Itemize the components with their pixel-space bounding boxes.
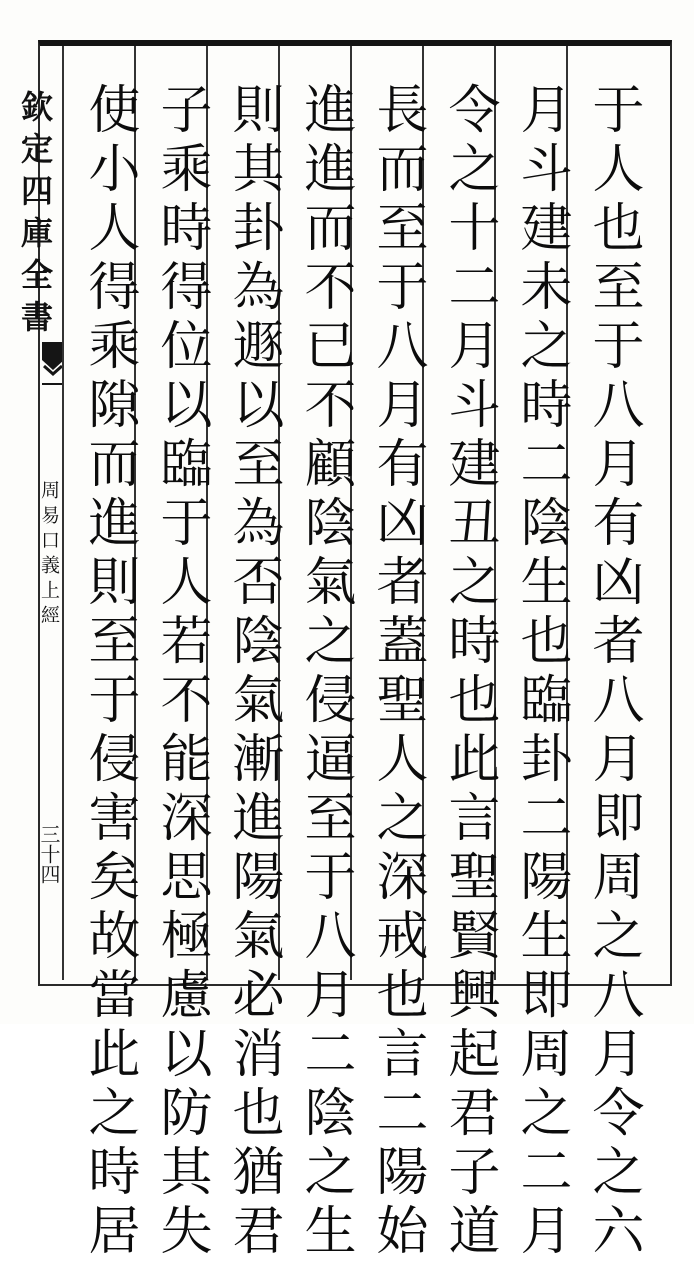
column-rule — [62, 46, 64, 980]
text-column-7: 子乘時得位以臨于人若不能深思極慮以防其失 — [151, 82, 211, 1262]
text-column-1: 于人也至于八月有凶者八月即周之八月令之六 — [583, 82, 643, 1262]
page-number: 三十四 — [37, 824, 61, 884]
page-margin — [0, 40, 62, 986]
text-column-3: 令之十二月斗建丑之時也此言聖賢興起君子道 — [439, 82, 499, 1262]
text-column-6: 則其卦為遯以至為否陰氣漸進陽氣必消也猶君 — [223, 82, 283, 1262]
text-column-4: 長而至于八月有凶者蓋聖人之深戒也言二陽始 — [367, 82, 427, 1262]
book-title: 周易口義上經 — [38, 480, 60, 630]
collection-title: 欽定四庫全書 — [16, 90, 54, 342]
text-column-8: 使小人得乘隙而進則至于侵害矣故當此之時居 — [79, 82, 139, 1262]
text-column-2: 月斗建未之時二陰生也臨卦二陽生即周之二月 — [511, 82, 571, 1262]
text-column-5: 進進而不已不顧陰氣之侵逼至于八月二陰之生 — [295, 82, 355, 1262]
